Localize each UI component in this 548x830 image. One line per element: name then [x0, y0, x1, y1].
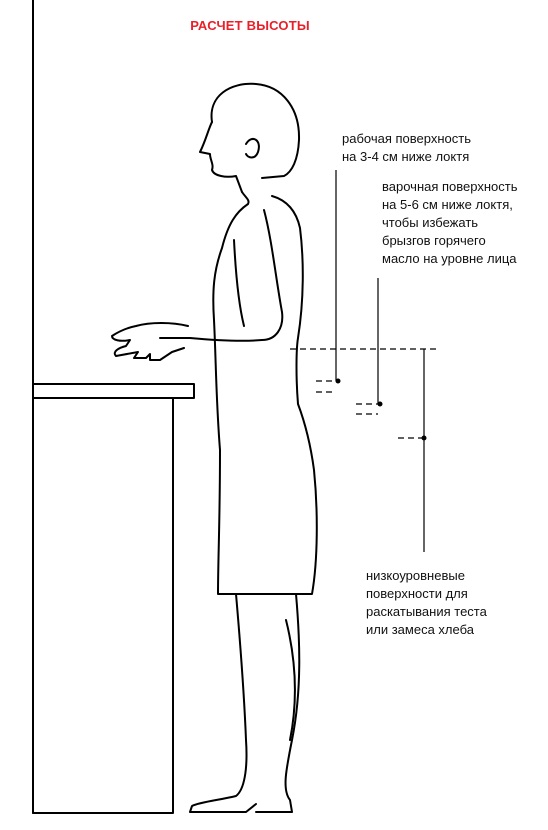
- diagram-title: РАСЧЕТ ВЫСОТЫ: [190, 18, 310, 33]
- low-surface-note-line: низкоуровневые: [366, 568, 465, 583]
- woman-ear: [246, 139, 259, 158]
- counter-top: [33, 384, 194, 398]
- cooking-surface-note-line: чтобы избежать: [382, 215, 479, 230]
- woman-arm: [160, 210, 282, 341]
- woman-body: [213, 192, 317, 594]
- woman-leg-front: [190, 594, 256, 812]
- woman-upper-arm-inner: [234, 240, 244, 326]
- counter-cabinet: [33, 398, 173, 813]
- low-surface-note: [366, 567, 487, 639]
- cooking-surface-note: [382, 178, 517, 268]
- woman-hand: [112, 323, 188, 360]
- cooking-surface-note-line: брызгов горячего: [382, 233, 486, 248]
- cooking-surface-dot: [378, 402, 383, 407]
- woman-leg-back: [256, 594, 299, 812]
- woman-face: [200, 122, 242, 192]
- woman-hair: [212, 84, 300, 178]
- work-surface-note-line: рабочая поверхность: [342, 131, 471, 146]
- low-surface-dot: [422, 436, 427, 441]
- cooking-surface-note-line: варочная поверхность: [382, 179, 518, 194]
- work-surface-note: [342, 130, 471, 166]
- cooking-surface-note-line: на 5-6 см ниже локтя,: [382, 197, 513, 212]
- low-surface-note-line: или замеса хлеба: [366, 622, 474, 637]
- low-surface-note-line: раскатывания теста: [366, 604, 487, 619]
- work-surface-note-line: на 3-4 см ниже локтя: [342, 149, 470, 164]
- low-surface-note-line: поверхности для: [366, 586, 468, 601]
- work-surface-dot: [336, 379, 341, 384]
- woman-calf-line: [286, 620, 295, 740]
- cooking-surface-note-line: масло на уровне лица: [382, 251, 517, 266]
